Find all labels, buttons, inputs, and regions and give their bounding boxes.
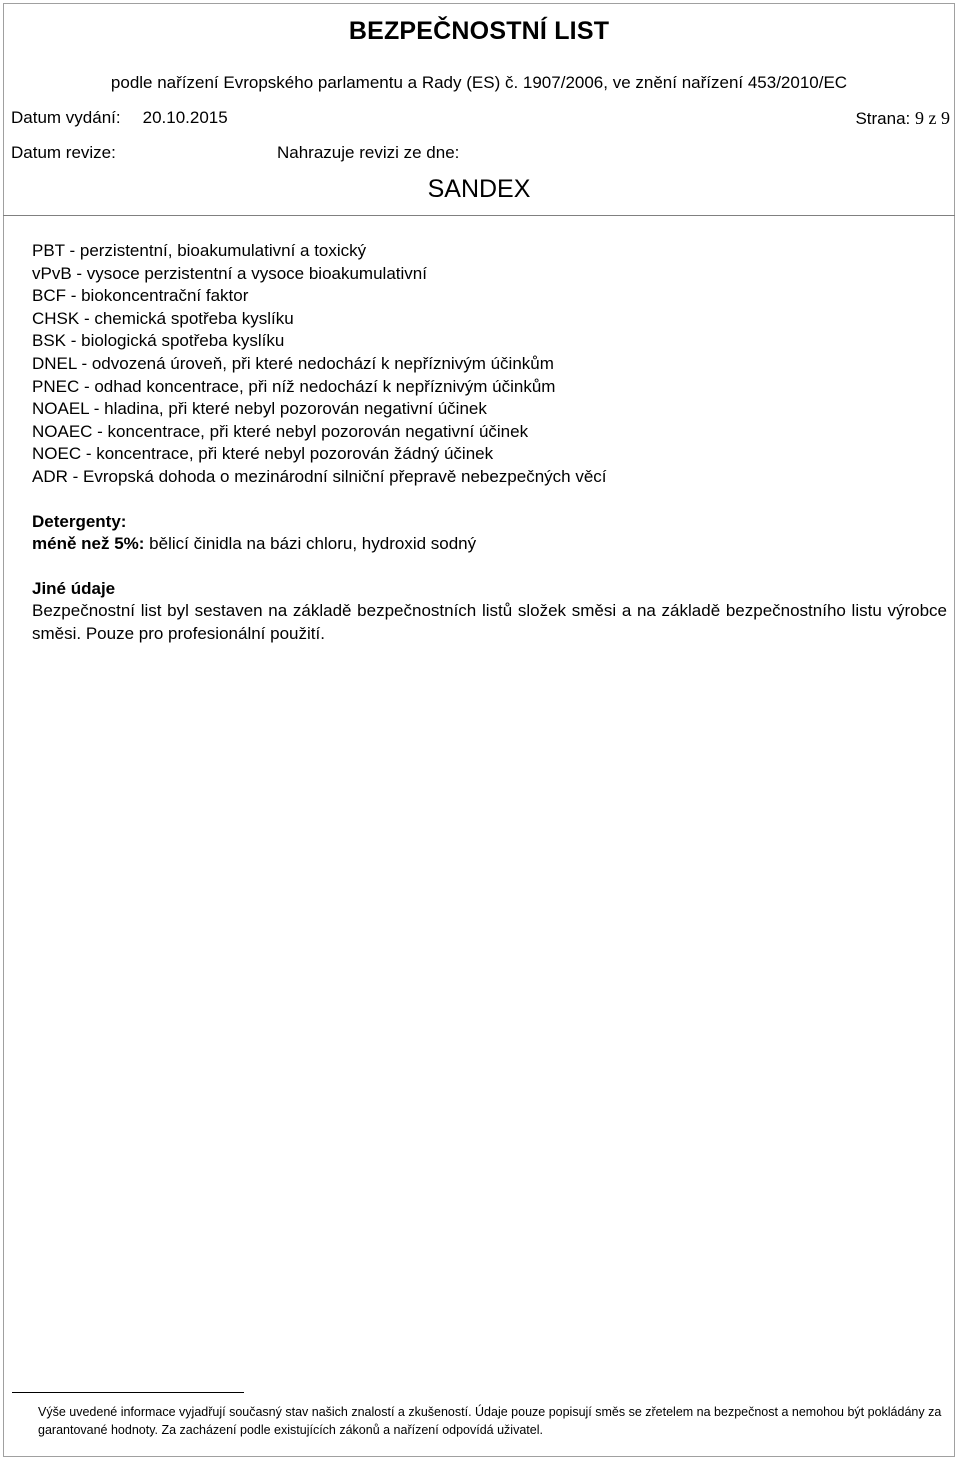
detergents-line: [32, 533, 947, 556]
regulation-reference: podle nařízení Evropského parlamentu a Rady (ES) č. 1907/2006, ve znění nařízení 453/2010/EC: [110, 73, 848, 92]
page-value: 9 z 9: [915, 108, 950, 128]
abbreviation-item: vPvB - vysoce perzistentní a vysoce bioakumulativní: [32, 263, 427, 283]
issue-date-value: 20.10.2015: [142, 108, 228, 127]
page-label: Strana:: [855, 109, 911, 128]
replaces-revision-label: Nahrazuje revizi ze dne:: [277, 143, 460, 162]
product-name: SANDEX: [427, 175, 531, 203]
issue-date-label: Datum vydání:: [11, 108, 121, 127]
abbreviation-item: BCF - biokoncentrační faktor: [32, 286, 249, 306]
detergents-value: bělicí činidla na bázi chloru, hydroxid sodný: [149, 534, 477, 554]
other-info-heading: Jiné údaje: [32, 578, 116, 598]
abbreviation-item: NOEC - koncentrace, při které nebyl pozorován žádný účinek: [32, 444, 494, 464]
abbreviation-item: PBT - perzistentní, bioakumulativní a toxický: [32, 241, 367, 260]
abbreviation-item: DNEL - odvozená úroveň, při které nedochází k nepříznivým účinkům: [32, 353, 554, 373]
document-title: BEZPEČNOSTNÍ LIST: [348, 17, 610, 45]
abbreviation-item: BSK - biologická spotřeba kyslíku: [32, 331, 285, 351]
detergents-heading: Detergenty:: [32, 511, 127, 531]
detergents-label: méně než 5%:: [32, 534, 145, 554]
document-header: [3, 3, 955, 216]
abbreviation-item: NOAEL - hladina, při které nebyl pozorován negativní účinek: [32, 399, 487, 419]
page-frame: [3, 3, 955, 1457]
abbreviation-item: NOAEC - koncentrace, při které nebyl pozorován negativní účinek: [32, 421, 529, 441]
abbreviation-list: [32, 240, 947, 489]
footer-disclaimer: Výše uvedené informace vyjadřují současný stav našich znalostí a zkušeností. Údaje pouze popisují směs se zřetelem na bezpečnost a nemohou být pokládány za garantované hodnoty. Za zacházení podle existujících zákonů a nařízení odpovídá uživatel.: [38, 1405, 942, 1437]
document-body: [32, 240, 947, 646]
other-info-text: Bezpečnostní list byl sestaven na základě bezpečnostních listů složek směsi a na základě bezpečnostního listu výrobce směsi. Pouze pro profesionální použití.: [32, 601, 947, 643]
abbreviation-item: CHSK - chemická spotřeba kyslíku: [32, 308, 294, 328]
footer-divider: [12, 1392, 244, 1393]
page-number: [855, 108, 950, 129]
revision-date-label: Datum revize:: [11, 143, 116, 162]
abbreviation-item: ADR - Evropská dohoda o mezinárodní silniční přepravě nebezpečných věcí: [32, 466, 607, 486]
issue-date-row: [11, 108, 228, 128]
abbreviation-item: PNEC - odhad koncentrace, při níž nedochází k nepříznivým účinkům: [32, 376, 556, 396]
